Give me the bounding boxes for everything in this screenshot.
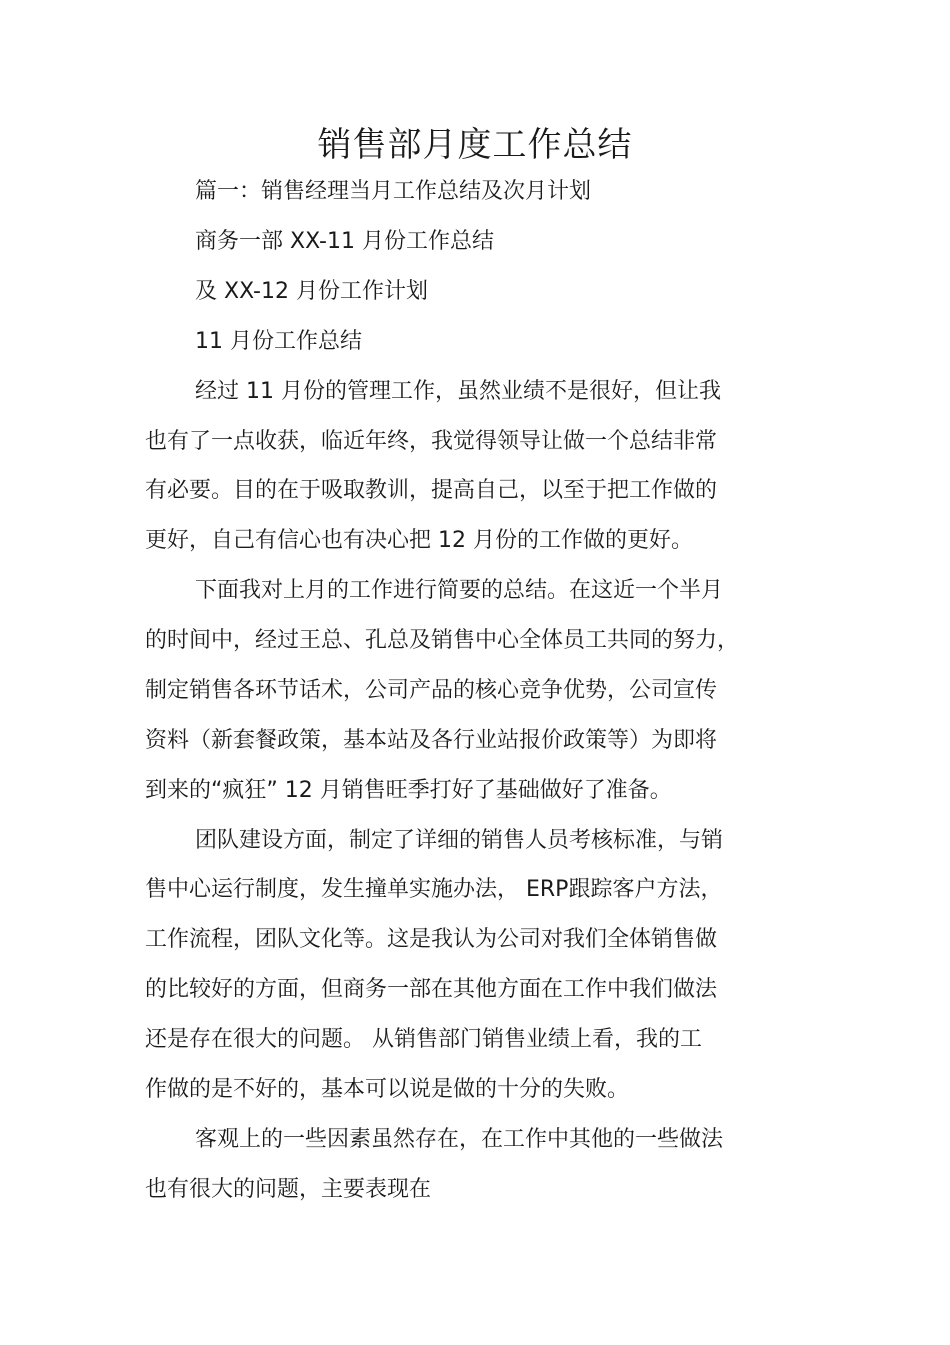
text-line: 下面我对上月的工作进行简要的总结。在这近一个半月 <box>195 578 724 603</box>
text-line: 客观上的一些因素虽然存在，在工作中其他的一些做法 <box>195 1127 724 1152</box>
text-line: 商务一部 XX-11 月份工作总结 <box>195 229 494 254</box>
text-line: 更好，自己有信心也有决心把 12 月份的工作做的更好。 <box>145 528 693 553</box>
text-line: 经过 11 月份的管理工作，虽然业绩不是很好，但让我 <box>195 379 721 404</box>
text-line: 资料（新套餐政策，基本站及各行业站报价政策等）为即将 <box>145 728 718 753</box>
text-line: 及 XX-12 月份工作计划 <box>195 279 428 304</box>
text-line: 的比较好的方面，但商务一部在其他方面在工作中我们做法 <box>145 977 718 1002</box>
text-line: 制定销售各环节话术，公司产品的核心竞争优势，公司宣传 <box>145 678 718 703</box>
text-line: 11 月份工作总结 <box>195 329 362 354</box>
text-line: 篇一：销售经理当月工作总结及次月计划 <box>195 179 592 204</box>
text-line: 售中心运行制度，发生撞单实施办法， ERP跟踪客户方法， <box>145 877 723 902</box>
text-line: 的时间中，经过王总、孔总及销售中心全体员工共同的努力， <box>145 628 740 653</box>
text-line: 团队建设方面，制定了详细的销售人员考核标准，与销 <box>195 828 724 853</box>
text-line: 也有了一点收获，临近年终，我觉得领导让做一个总结非常 <box>145 429 718 454</box>
text-line: 工作流程，团队文化等。这是我认为公司对我们全体销售做 <box>145 927 718 952</box>
text-line: 到来的“疯狂” 12 月销售旺季打好了基础做好了准备。 <box>145 778 672 803</box>
text-line: 也有很大的问题，主要表现在 <box>145 1177 432 1202</box>
text-line: 作做的是不好的，基本可以说是做的十分的失败。 <box>145 1077 630 1102</box>
document-title: 销售部月度工作总结 <box>317 125 633 165</box>
text-line: 有必要。目的在于吸取教训，提高自己，以至于把工作做的 <box>145 478 718 503</box>
text-line: 还是存在很大的问题。 从销售部门销售业绩上看，我的工 <box>145 1027 702 1052</box>
